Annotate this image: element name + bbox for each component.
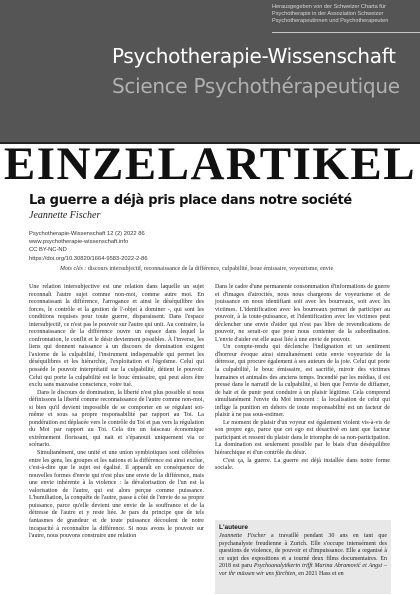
- keywords-text: discours intersubjectif, reconnaissance de la différence, culpabilité, boue émissaire, voyeurisme, envie: [87, 266, 334, 272]
- article-meta: [29, 230, 148, 263]
- article-title: La guerre a déjà pris place dans notre société: [29, 193, 352, 208]
- doi-link[interactable]: https://doi.org/10.30820/1664-9583-2022-2-86: [29, 255, 148, 262]
- citation: Psychotherapie-Wissenschaft 12 (2) 2022 86: [29, 231, 145, 237]
- paragraph: C'est ça, la guerre. La guerre est déjà installée dans notre forme sociale.: [215, 457, 390, 472]
- banner-title: EINZELARTIKEL: [3, 138, 417, 190]
- keywords: [60, 266, 420, 272]
- author-bio-text: a travaillé pendant 30 ans en tant que psychanalyste freudienne à Zurich. Elle s'occupe intensément des questions de violence, de pouvoir et d'impuissance. Elle a organisé à ce sujet des expositions et a tourné deux films documentaires. En 2018 est paru: [219, 533, 387, 569]
- author-bio-text-end: , en 2021 Hass et en: [295, 570, 344, 577]
- journal-title: Psychotherapie-Wissenschaft: [112, 44, 396, 68]
- journal-subtitle: Science Psychothérapeutique: [112, 74, 400, 98]
- author-bio: [219, 533, 387, 578]
- author-heading: L'auteure: [219, 524, 248, 531]
- paragraph: Dans le cadre d'une permanente consommation d'informations de guerre et d'images d'atrocités, nous nous chargeons de voyeurisme et de jouissance en nous identifiant soit avec les bourreaux, soit avec les victimes. L'identification avec les bourreaux permet de participer au pouvoir, à la toute-puissance, et l'identification avec les victimes peut déclencher une envie d'aider qui n'est pas libre de revendications de pouvoir, ne serait-ce que pour nous contenter de la subordination. L'envie d'aider est elle aussi liée à une envie de pouvoir.: [215, 284, 390, 343]
- paragraph: Le moment de plaisir d'un voyeur est également violent vis-à-vis de son propre ego, parce que cet ego est désactivé en tant que facteur participant et ressent du plaisir dans le triomphe de sa non-participation. La domination est seulement possible par le biais d'un déséquilibre hiérarchique et d'un contrôle du désir.: [215, 419, 390, 457]
- keywords-label: Mots clés :: [60, 266, 87, 272]
- article-author: Jeannette Fischer: [29, 210, 101, 221]
- body-column-right: [215, 284, 390, 473]
- paragraph: Un compte-rendu qui déclenche l'indignation et un sentiment d'horreur évoque ainsi simultanément cette envie voyeuriste de la détresse, qui procure également à ses auteurs de la joie. Celui qui porte la culpabilité, le bouc émissaire, est sacrifié, miroir des victimes humaines et animales des anciens temps. Incendié par les médias, il est pressé dans le narratif de la culpabilité, si bien que l'envie de diffamer, de haïr et de punir peut conduire à un plaisir légitime. Cela comprend simultanément l'envie du Moi innocent : la localisation de celui qui inflige la punition en dehors de toute responsabilité est un facteur de plaisir à ne pas sous-estimer.: [215, 344, 390, 419]
- license: CC BY-NC-ND: [29, 247, 67, 254]
- author-box: [215, 520, 391, 594]
- paragraph: Une relation intersubjective est une relation dans laquelle un sujet reconnaît l'autre sujet comme non-moi, comme autre moi. En reconnaissant la différence, l'arrogance et ainsi le déséquilibre des forces, le contrôle et la gestion de l'-objet à dominer -, qui sont les conditions requises pour toute guerre, disparaissent. Dans l'espace intersubjectif, ce n'est pas le pouvoir sur l'autre qui unit. Au contraire, la reconnaissance de la différence ouvre un espace dans lequel la confrontation, le conflit et le désir deviennent possibles. À l'inverse, les liens qui donnent naissance à un discours de domination exigent l'axiome de la culpabilité, l'instrument indispensable qui permet les déséquilibres et les hiérarchie, l'exploitation et l'égoïsme. Celui qui possède le pouvoir interprétatif sur la culpabilité, détient le pouvoir. Celui qui porte la culpabilité est le bouc émissaire, qui peut alors être exclu sans mauvaise conscience, voire tué.: [29, 284, 204, 389]
- author-book: Psychoanalytikerin trifft Marina Abramović et Angst – vor ihr müssen wir uns fürchten: [219, 563, 387, 577]
- author-name: Jeannette Fischer: [219, 533, 266, 539]
- paragraph: Simultanément, une unité et une union symbiotiques sont célébrées entre les gens, les groupes et les nations et la différence est ainsi exclue, c'est-à-dire que le sujet est égalisé. Il apparaît en conséquence de nouvelles formes d'envie qui n'est plus une envie de la différence, mais une envie inhérente à la violence : la dévalorisation de l'un est la valorisation de l'autre, qui est alors perçue comme puissance. L'humiliation, la conquête de l'autre, passe à côté de l'envie de sa propre puissance, parce qu'elle devient une envie de la souffrance et de la détresse de l'autre et y reste liée. Je pars du principe que de tels fantasmes de grandeur et de toute puissance découlent de notre incapacité à reconnaître la différence. Si nous avons le pouvoir sur l'autre, nous pouvons construire une relation: [29, 450, 204, 540]
- website-link[interactable]: www.psychotherapie-wissenschaft.info: [29, 239, 129, 246]
- paragraph: Dans le discours de domination, la liberté n'est plus possible si nous définissons la liberté comme reconnaissance de l'autre comme non-moi, si bien qu'il devient impossible de se comporter en se régulant soi-même et sous sa propre responsabilité par rapport au Toi. La pondération est déplacée vers le contrôle du Toi et pas vers la régulation du Moi par rapport au Toi. Cela tire un faisceau économique extrêmement florissant, qui nait et s'épanouit uniquement via ce scénario.: [29, 389, 204, 449]
- journal-header: [0, 0, 420, 143]
- body-column-left: [29, 284, 204, 541]
- header-divider: [272, 32, 420, 33]
- publisher-note: Herausgegeben von der Schweizer Charta für Psychotherapie in der Assoziation Schweizer Psychotherapeutinnen und Psychotherapeuten: [272, 4, 389, 25]
